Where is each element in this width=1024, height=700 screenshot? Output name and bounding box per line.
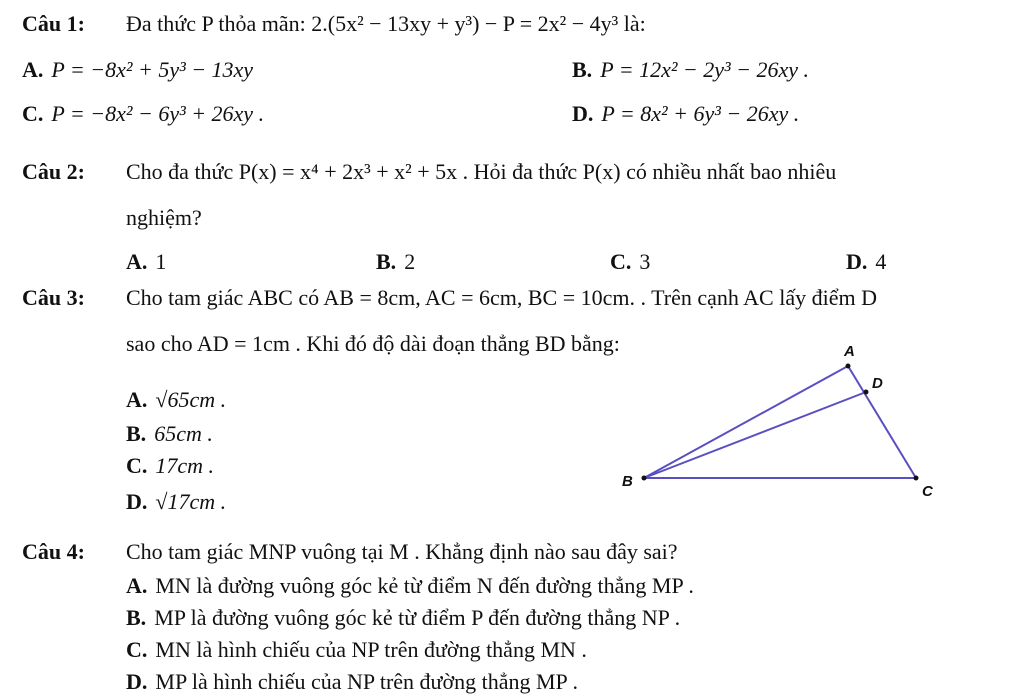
q1-option-d <box>572 100 799 128</box>
q3-option-b-text: 65cm . <box>154 421 213 446</box>
q2-option-b <box>376 248 415 276</box>
label-c: C <box>922 483 933 500</box>
q2-option-d <box>846 248 886 276</box>
point-c <box>914 476 919 481</box>
q2-option-b-letter: B. <box>376 249 397 274</box>
point-a <box>846 364 851 369</box>
q2-option-c <box>610 248 650 276</box>
q3-stem-line1: Cho tam giác ABC có AB = 8cm, AC = 6cm, BC = 10cm. . Trên cạnh AC lấy điểm D <box>126 285 877 310</box>
label-a: A <box>844 343 855 360</box>
q3-option-b-letter: B. <box>126 421 147 446</box>
q1-option-c-letter: C. <box>22 101 44 126</box>
q3-option-a-text: √65cm . <box>155 387 227 412</box>
q3-option-c <box>126 452 214 480</box>
q4-stem: Cho tam giác MNP vuông tại M . Khẳng định nào sau đây sai? <box>126 539 678 564</box>
q4-option-c-text: MN là hình chiếu của NP trên đường thẳng MN . <box>155 637 587 662</box>
q1-option-a-text: P = −8x² + 5y³ − 13xy <box>51 57 254 82</box>
segment-ba <box>644 366 848 478</box>
q4-label: Câu 4: <box>22 539 85 564</box>
point-b <box>642 476 647 481</box>
q2-option-d-text: 4 <box>875 249 887 274</box>
q2-option-a <box>126 248 166 276</box>
q4-option-b-text: MP là đường vuông góc kẻ từ điểm P đến đường thẳng NP . <box>154 605 681 630</box>
q3-option-d-text: √17cm . <box>155 489 227 514</box>
q1-option-d-text: P = 8x² + 6y³ − 26xy . <box>601 101 800 126</box>
segment-bd <box>644 392 866 478</box>
q3-option-c-letter: C. <box>126 453 148 478</box>
q4-option-a-text: MN là đường vuông góc kẻ từ điểm N đến đường thẳng MP . <box>155 573 694 598</box>
q4-option-a <box>126 572 694 600</box>
q3-option-b <box>126 420 213 448</box>
q4-option-d-letter: D. <box>126 669 148 694</box>
q4-option-c-letter: C. <box>126 637 148 662</box>
q3-option-a <box>126 386 226 414</box>
q1-option-b-letter: B. <box>572 57 593 82</box>
triangle-figure <box>600 340 1000 540</box>
q1-option-a <box>22 56 253 84</box>
q1-option-d-letter: D. <box>572 101 594 126</box>
q2-option-a-letter: A. <box>126 249 148 274</box>
q2-stem-line2: nghiệm? <box>126 205 202 230</box>
q1-option-b-text: P = 12x² − 2y³ − 26xy . <box>600 57 810 82</box>
q2-option-a-text: 1 <box>155 249 167 274</box>
label-b: B <box>622 473 633 490</box>
q4-option-a-letter: A. <box>126 573 148 598</box>
q3-stem-line2: sao cho AD = 1cm . Khi đó độ dài đoạn thẳng BD bằng: <box>126 331 620 356</box>
q4-option-d <box>126 668 578 696</box>
q1-stem: Đa thức P thỏa mãn: 2.(5x² − 13xy + y³) − P = 2x² − 4y³ là: <box>126 11 646 36</box>
q3-option-a-letter: A. <box>126 387 148 412</box>
label-d: D <box>872 375 883 392</box>
q2-option-c-letter: C. <box>610 249 632 274</box>
q2-label: Câu 2: <box>22 159 85 184</box>
q4-option-c <box>126 636 587 664</box>
q4-option-b-letter: B. <box>126 605 147 630</box>
q2-option-b-text: 2 <box>404 249 416 274</box>
q4-option-b <box>126 604 680 632</box>
q3-option-d <box>126 488 226 516</box>
q1-option-c <box>22 100 264 128</box>
q3-option-c-text: 17cm . <box>155 453 215 478</box>
q1-option-c-text: P = −8x² − 6y³ + 26xy . <box>51 101 265 126</box>
q1-option-b <box>572 56 809 84</box>
q3-option-d-letter: D. <box>126 489 148 514</box>
q2-option-d-letter: D. <box>846 249 868 274</box>
q1-option-a-letter: A. <box>22 57 44 82</box>
q2-stem-line1: Cho đa thức P(x) = x⁴ + 2x³ + x² + 5x . Hỏi đa thức P(x) có nhiều nhất bao nhiêu <box>126 159 837 184</box>
q1-label: Câu 1: <box>22 11 85 36</box>
point-d <box>864 390 869 395</box>
q3-label: Câu 3: <box>22 285 85 310</box>
q4-option-d-text: MP là hình chiếu của NP trên đường thẳng MP . <box>155 669 578 694</box>
q2-option-c-text: 3 <box>639 249 651 274</box>
